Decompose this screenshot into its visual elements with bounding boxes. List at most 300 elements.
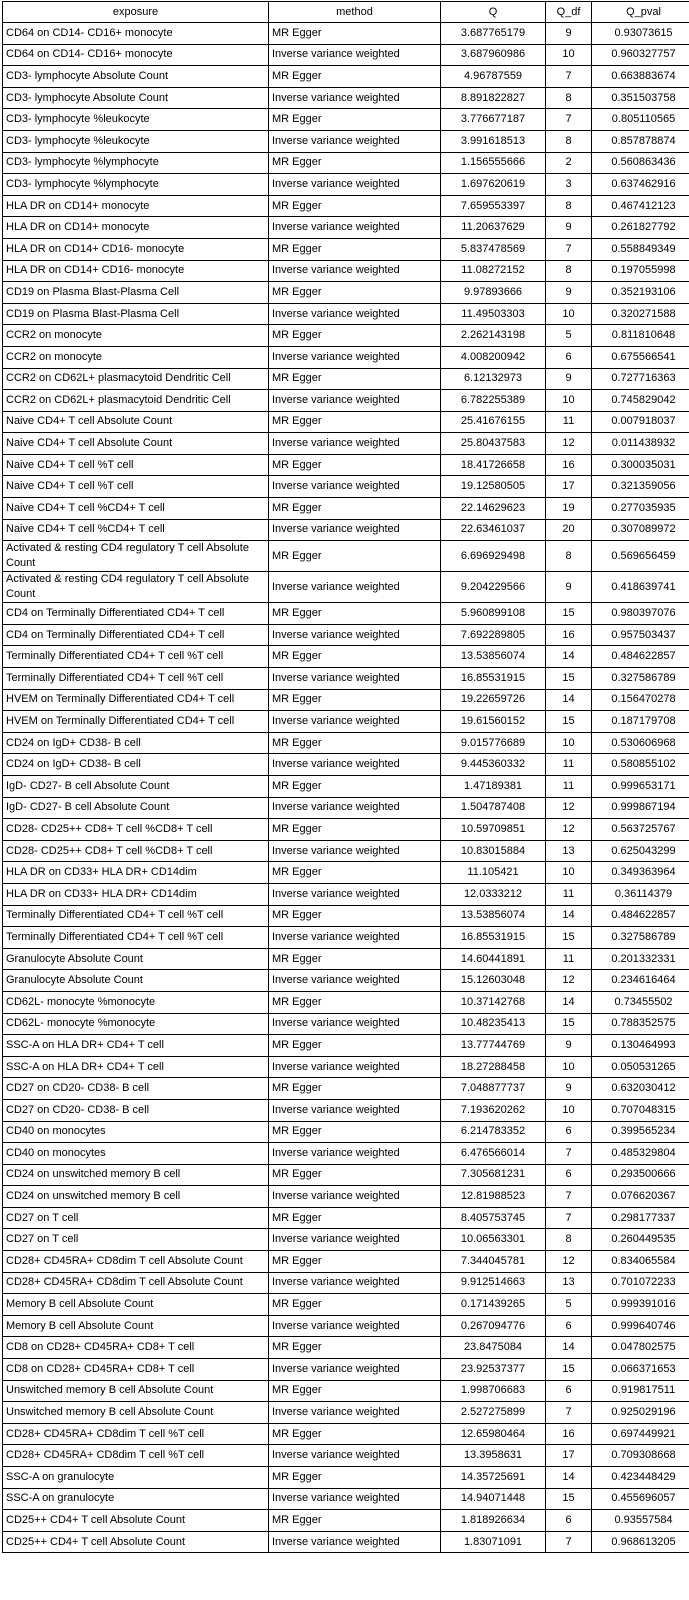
cell-q-pval: 0.999867194 [592,797,689,819]
cell-q-pval: 0.130464993 [592,1035,689,1057]
table-row [3,433,689,455]
cell-method: MR Egger [269,498,441,520]
table-row [3,1186,689,1208]
cell-q-df: 3 [546,174,592,196]
heterogeneity-table [2,1,689,1553]
cell-method: Inverse variance weighted [269,260,441,282]
cell-q: 1.47189381 [441,776,546,798]
table-row [3,970,689,992]
table-row [3,1402,689,1424]
table-row [3,754,689,776]
table-row [3,1359,689,1381]
cell-q-df: 17 [546,1445,592,1467]
cell-exposure: CD3- lymphocyte %leukocyte [3,130,269,152]
cell-q: 13.53856074 [441,646,546,668]
cell-exposure: CD24 on unswitched memory B cell [3,1186,269,1208]
cell-q-df: 12 [546,970,592,992]
cell-exposure: Activated & resting CD4 regulatory T cell Absolute Count [3,572,269,603]
cell-q: 19.61560152 [441,711,546,733]
cell-exposure: CD28- CD25++ CD8+ T cell %CD8+ T cell [3,840,269,862]
cell-q-pval: 0.957503437 [592,624,689,646]
table-row [3,498,689,520]
cell-q-df: 19 [546,498,592,520]
cell-q-pval: 0.701072233 [592,1272,689,1294]
cell-q-df: 9 [546,572,592,603]
cell-q-pval: 0.960327757 [592,44,689,66]
cell-q: 22.63461037 [441,519,546,541]
cell-exposure: SSC-A on HLA DR+ CD4+ T cell [3,1056,269,1078]
cell-q-df: 2 [546,152,592,174]
cell-q-pval: 0.93073615 [592,23,689,45]
cell-exposure: CD64 on CD14- CD16+ monocyte [3,44,269,66]
cell-q: 13.77744769 [441,1035,546,1057]
cell-method: Inverse variance weighted [269,1445,441,1467]
table-row [3,1251,689,1273]
cell-q-df: 14 [546,646,592,668]
cell-q-pval: 0.418639741 [592,572,689,603]
cell-q-pval: 0.925029196 [592,1402,689,1424]
cell-q-pval: 0.277035935 [592,498,689,520]
cell-q-df: 8 [546,87,592,109]
cell-q: 14.60441891 [441,948,546,970]
cell-method: Inverse variance weighted [269,970,441,992]
cell-q-pval: 0.011438932 [592,433,689,455]
table-row [3,572,689,603]
cell-q: 23.92537377 [441,1359,546,1381]
cell-q-pval: 0.349363964 [592,862,689,884]
cell-method: Inverse variance weighted [269,624,441,646]
cell-method: Inverse variance weighted [269,711,441,733]
cell-exposure: SSC-A on granulocyte [3,1467,269,1489]
cell-q-df: 8 [546,195,592,217]
cell-q-pval: 0.321359056 [592,476,689,498]
cell-q: 6.782255389 [441,390,546,412]
header-q: Q [441,2,546,23]
cell-q: 10.83015884 [441,840,546,862]
cell-exposure: CD3- lymphocyte %leukocyte [3,109,269,131]
cell-exposure: CD28+ CD45RA+ CD8dim T cell %T cell [3,1445,269,1467]
cell-q: 8.405753745 [441,1207,546,1229]
cell-q-df: 9 [546,368,592,390]
cell-q: 2.527275899 [441,1402,546,1424]
cell-q-df: 14 [546,991,592,1013]
cell-method: MR Egger [269,411,441,433]
cell-q: 3.687765179 [441,23,546,45]
cell-q: 8.891822827 [441,87,546,109]
header-method: method [269,2,441,23]
cell-exposure: CD3- lymphocyte %lymphocyte [3,152,269,174]
cell-exposure: CCR2 on monocyte [3,325,269,347]
cell-q-df: 7 [546,1186,592,1208]
cell-q-df: 15 [546,1359,592,1381]
cell-q: 4.008200942 [441,346,546,368]
table-row [3,840,689,862]
cell-q-pval: 0.399565234 [592,1121,689,1143]
cell-q-pval: 0.197055998 [592,260,689,282]
table-row [3,1229,689,1251]
cell-q-pval: 0.745829042 [592,390,689,412]
table-row [3,1531,689,1553]
cell-q-df: 6 [546,1164,592,1186]
cell-q: 3.776677187 [441,109,546,131]
cell-q-pval: 0.423448429 [592,1467,689,1489]
cell-q: 11.20637629 [441,217,546,239]
cell-method: MR Egger [269,1078,441,1100]
cell-q-pval: 0.73455502 [592,991,689,1013]
table-row [3,1272,689,1294]
cell-exposure: SSC-A on HLA DR+ CD4+ T cell [3,1035,269,1057]
cell-q-df: 14 [546,1467,592,1489]
header-row [3,2,689,23]
table-row [3,282,689,304]
cell-q-df: 9 [546,217,592,239]
table-row [3,476,689,498]
cell-method: Inverse variance weighted [269,87,441,109]
cell-q-pval: 0.352193106 [592,282,689,304]
cell-exposure: CD3- lymphocyte %lymphocyte [3,174,269,196]
cell-method: MR Egger [269,905,441,927]
cell-exposure: CD24 on IgD+ CD38- B cell [3,732,269,754]
cell-q-pval: 0.047802575 [592,1337,689,1359]
cell-method: MR Egger [269,66,441,88]
cell-exposure: CD62L- monocyte %monocyte [3,1013,269,1035]
table-row [3,624,689,646]
cell-exposure: CD28+ CD45RA+ CD8dim T cell %T cell [3,1423,269,1445]
cell-q: 15.12603048 [441,970,546,992]
cell-method: Inverse variance weighted [269,927,441,949]
table-row [3,1078,689,1100]
cell-q: 9.445360332 [441,754,546,776]
cell-q-pval: 0.675566541 [592,346,689,368]
table-row [3,174,689,196]
cell-q-df: 11 [546,948,592,970]
cell-q-pval: 0.663883674 [592,66,689,88]
cell-q-df: 6 [546,1380,592,1402]
cell-q-df: 5 [546,325,592,347]
cell-exposure: Granulocyte Absolute Count [3,970,269,992]
cell-q-pval: 0.637462916 [592,174,689,196]
cell-q-df: 13 [546,1272,592,1294]
cell-q-df: 15 [546,1488,592,1510]
cell-q-pval: 0.811810648 [592,325,689,347]
cell-q-df: 6 [546,1121,592,1143]
cell-q: 4.96787559 [441,66,546,88]
header-exposure: exposure [3,2,269,23]
cell-q-df: 6 [546,1510,592,1532]
cell-exposure: Naive CD4+ T cell Absolute Count [3,433,269,455]
table-row [3,991,689,1013]
cell-q-df: 11 [546,776,592,798]
table-row [3,732,689,754]
cell-q: 7.659553397 [441,195,546,217]
table-row [3,23,689,45]
table-row [3,1445,689,1467]
cell-q-pval: 0.156470278 [592,689,689,711]
cell-q: 11.08272152 [441,260,546,282]
cell-q: 9.015776689 [441,732,546,754]
cell-q-df: 7 [546,1207,592,1229]
cell-method: Inverse variance weighted [269,303,441,325]
cell-method: Inverse variance weighted [269,346,441,368]
cell-q: 14.35725691 [441,1467,546,1489]
cell-q: 0.267094776 [441,1315,546,1337]
table-row [3,1337,689,1359]
cell-q: 1.998706683 [441,1380,546,1402]
cell-exposure: CD27 on T cell [3,1229,269,1251]
table-row [3,238,689,260]
cell-method: Inverse variance weighted [269,668,441,690]
cell-q-pval: 0.697449921 [592,1423,689,1445]
cell-exposure: CD19 on Plasma Blast-Plasma Cell [3,303,269,325]
cell-exposure: Terminally Differentiated CD4+ T cell %T cell [3,927,269,949]
cell-method: MR Egger [269,732,441,754]
cell-method: MR Egger [269,109,441,131]
table-row [3,411,689,433]
table-row [3,1035,689,1057]
cell-q-df: 11 [546,754,592,776]
table-row [3,195,689,217]
cell-q-pval: 0.467412123 [592,195,689,217]
cell-exposure: CD25++ CD4+ T cell Absolute Count [3,1531,269,1553]
cell-q-pval: 0.727716363 [592,368,689,390]
cell-q-pval: 0.999640746 [592,1315,689,1337]
cell-exposure: Unswitched memory B cell Absolute Count [3,1380,269,1402]
cell-q-pval: 0.320271588 [592,303,689,325]
cell-q: 10.06563301 [441,1229,546,1251]
cell-q: 10.59709851 [441,819,546,841]
table-row [3,776,689,798]
cell-exposure: HLA DR on CD14+ monocyte [3,217,269,239]
cell-q-df: 7 [546,66,592,88]
cell-exposure: Terminally Differentiated CD4+ T cell %T cell [3,668,269,690]
cell-q-pval: 0.327586789 [592,668,689,690]
table-row [3,66,689,88]
cell-q-df: 5 [546,1294,592,1316]
cell-q-pval: 0.580855102 [592,754,689,776]
cell-q-df: 15 [546,1013,592,1035]
cell-q-df: 12 [546,1251,592,1273]
cell-method: Inverse variance weighted [269,1013,441,1035]
table-row [3,390,689,412]
cell-q-pval: 0.625043299 [592,840,689,862]
cell-method: MR Egger [269,1467,441,1489]
cell-q-df: 14 [546,905,592,927]
cell-exposure: CD27 on T cell [3,1207,269,1229]
cell-q-pval: 0.351503758 [592,87,689,109]
cell-q-pval: 0.999391016 [592,1294,689,1316]
cell-exposure: CD8 on CD28+ CD45RA+ CD8+ T cell [3,1359,269,1381]
cell-q: 2.262143198 [441,325,546,347]
cell-q-df: 9 [546,282,592,304]
cell-q: 25.80437583 [441,433,546,455]
cell-exposure: CD4 on Terminally Differentiated CD4+ T cell [3,603,269,625]
cell-q-pval: 0.788352575 [592,1013,689,1035]
cell-exposure: CD40 on monocytes [3,1143,269,1165]
cell-exposure: CD27 on CD20- CD38- B cell [3,1078,269,1100]
cell-exposure: CD28+ CD45RA+ CD8dim T cell Absolute Count [3,1251,269,1273]
cell-q-pval: 0.234616464 [592,970,689,992]
cell-q: 16.85531915 [441,927,546,949]
cell-q-df: 8 [546,1229,592,1251]
cell-q-df: 15 [546,603,592,625]
cell-q-df: 10 [546,732,592,754]
cell-q-df: 8 [546,130,592,152]
cell-method: MR Egger [269,368,441,390]
cell-exposure: HLA DR on CD14+ monocyte [3,195,269,217]
cell-q-pval: 0.327586789 [592,927,689,949]
cell-method: MR Egger [269,454,441,476]
cell-exposure: SSC-A on granulocyte [3,1488,269,1510]
cell-q-df: 8 [546,541,592,572]
cell-q-pval: 0.076620367 [592,1186,689,1208]
table-row [3,44,689,66]
cell-q-df: 11 [546,411,592,433]
cell-method: Inverse variance weighted [269,1402,441,1424]
cell-exposure: CCR2 on CD62L+ plasmacytoid Dendritic Cell [3,368,269,390]
cell-q-pval: 0.560863436 [592,152,689,174]
cell-q-df: 10 [546,862,592,884]
cell-method: MR Egger [269,1207,441,1229]
table-row [3,368,689,390]
cell-q: 6.696929498 [441,541,546,572]
table-row [3,1467,689,1489]
cell-q-df: 14 [546,1337,592,1359]
cell-method: MR Egger [269,1380,441,1402]
table-row [3,1056,689,1078]
cell-exposure: Naive CD4+ T cell %CD4+ T cell [3,519,269,541]
cell-q-df: 10 [546,390,592,412]
cell-method: MR Egger [269,862,441,884]
cell-method: MR Egger [269,1251,441,1273]
cell-q-df: 12 [546,819,592,841]
header-q-df: Q_df [546,2,592,23]
cell-q-df: 6 [546,1315,592,1337]
cell-exposure: HLA DR on CD33+ HLA DR+ CD14dim [3,862,269,884]
cell-q-df: 10 [546,1056,592,1078]
table-row [3,1423,689,1445]
cell-exposure: Memory B cell Absolute Count [3,1294,269,1316]
cell-q-df: 15 [546,927,592,949]
cell-q: 10.48235413 [441,1013,546,1035]
cell-q-df: 7 [546,109,592,131]
cell-q-df: 16 [546,624,592,646]
table-row [3,1315,689,1337]
cell-q: 16.85531915 [441,668,546,690]
cell-q: 18.27288458 [441,1056,546,1078]
cell-q-pval: 0.857878874 [592,130,689,152]
cell-method: Inverse variance weighted [269,1488,441,1510]
cell-q: 7.193620262 [441,1099,546,1121]
cell-q-pval: 0.484622857 [592,905,689,927]
cell-q-pval: 0.709308668 [592,1445,689,1467]
table-row [3,711,689,733]
cell-method: MR Egger [269,195,441,217]
cell-method: MR Egger [269,1294,441,1316]
table-row [3,1207,689,1229]
cell-exposure: Activated & resting CD4 regulatory T cell Absolute Count [3,541,269,572]
table-row [3,87,689,109]
cell-q: 13.53856074 [441,905,546,927]
cell-method: MR Egger [269,603,441,625]
cell-q-df: 6 [546,346,592,368]
cell-q: 5.837478569 [441,238,546,260]
cell-exposure: HLA DR on CD33+ HLA DR+ CD14dim [3,883,269,905]
cell-exposure: CCR2 on CD62L+ plasmacytoid Dendritic Cell [3,390,269,412]
cell-exposure: CD40 on monocytes [3,1121,269,1143]
table-row [3,1121,689,1143]
table-row [3,668,689,690]
cell-exposure: Naive CD4+ T cell %T cell [3,454,269,476]
cell-exposure: CD8 on CD28+ CD45RA+ CD8+ T cell [3,1337,269,1359]
cell-method: MR Egger [269,23,441,45]
cell-method: Inverse variance weighted [269,433,441,455]
cell-q: 11.105421 [441,862,546,884]
cell-method: MR Egger [269,1423,441,1445]
table-row [3,1013,689,1035]
cell-method: Inverse variance weighted [269,519,441,541]
cell-method: MR Egger [269,325,441,347]
cell-method: Inverse variance weighted [269,572,441,603]
cell-q: 9.97893666 [441,282,546,304]
cell-q: 9.912514663 [441,1272,546,1294]
cell-exposure: Terminally Differentiated CD4+ T cell %T cell [3,905,269,927]
cell-q-df: 9 [546,23,592,45]
cell-q-df: 7 [546,1402,592,1424]
table-row [3,217,689,239]
cell-exposure: CD3- lymphocyte Absolute Count [3,87,269,109]
cell-method: Inverse variance weighted [269,1099,441,1121]
cell-q: 9.204229566 [441,572,546,603]
cell-method: Inverse variance weighted [269,1315,441,1337]
table-row [3,152,689,174]
cell-q: 5.960899108 [441,603,546,625]
cell-q-pval: 0.707048315 [592,1099,689,1121]
cell-q-df: 9 [546,1078,592,1100]
cell-method: MR Egger [269,689,441,711]
cell-method: Inverse variance weighted [269,754,441,776]
cell-q-pval: 0.563725767 [592,819,689,841]
cell-q-pval: 0.485329804 [592,1143,689,1165]
cell-q-pval: 0.919817511 [592,1380,689,1402]
cell-method: Inverse variance weighted [269,476,441,498]
cell-q-pval: 0.834065584 [592,1251,689,1273]
cell-method: Inverse variance weighted [269,1531,441,1553]
table-row [3,1510,689,1532]
cell-q: 7.305681231 [441,1164,546,1186]
table-row [3,325,689,347]
cell-q: 7.344045781 [441,1251,546,1273]
cell-q: 14.94071448 [441,1488,546,1510]
cell-q-pval: 0.066371653 [592,1359,689,1381]
cell-q: 18.41726658 [441,454,546,476]
cell-q-pval: 0.805110565 [592,109,689,131]
table-row [3,1488,689,1510]
cell-q: 1.504787408 [441,797,546,819]
cell-exposure: Unswitched memory B cell Absolute Count [3,1402,269,1424]
cell-q-pval: 0.261827792 [592,217,689,239]
cell-method: Inverse variance weighted [269,1143,441,1165]
cell-q-pval: 0.999653171 [592,776,689,798]
cell-q-pval: 0.293500666 [592,1164,689,1186]
cell-q: 10.37142768 [441,991,546,1013]
cell-q-df: 17 [546,476,592,498]
cell-q-df: 10 [546,1099,592,1121]
cell-q: 12.0333212 [441,883,546,905]
cell-exposure: CD4 on Terminally Differentiated CD4+ T cell [3,624,269,646]
cell-q-pval: 0.050531265 [592,1056,689,1078]
cell-exposure: HLA DR on CD14+ CD16- monocyte [3,260,269,282]
cell-method: MR Egger [269,238,441,260]
